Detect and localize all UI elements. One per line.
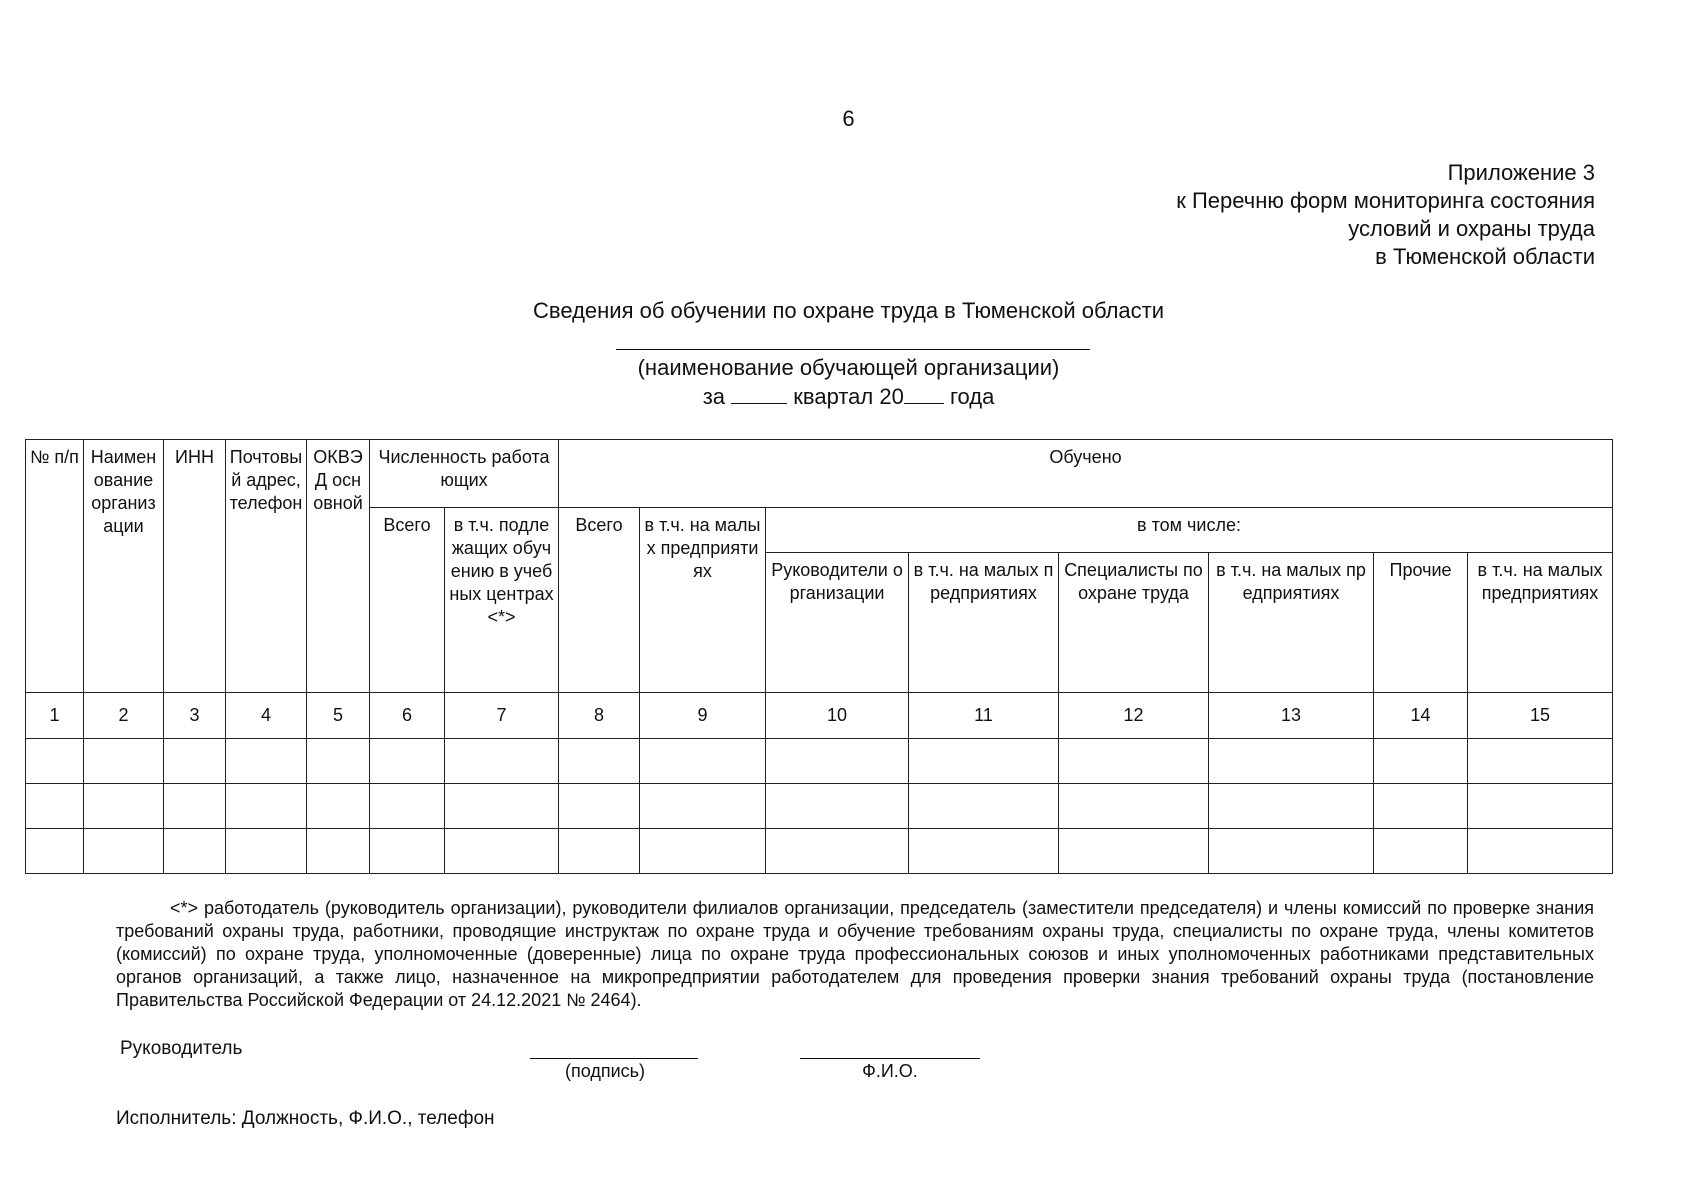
- header-others-small: в т.ч. на малых предприятиях: [1468, 553, 1613, 693]
- signature-line[interactable]: [530, 1058, 698, 1059]
- header-okved: ОКВЭД основной: [307, 440, 370, 693]
- header-postal-address: Почтовый адрес, телефон: [226, 440, 307, 693]
- column-number: 13: [1209, 693, 1374, 739]
- period-suffix: года: [949, 384, 995, 409]
- column-number: 1: [26, 693, 84, 739]
- organization-name-line[interactable]: [616, 349, 1090, 350]
- header-others: Прочие: [1374, 553, 1468, 693]
- appendix-line: в Тюменской области: [1375, 244, 1595, 269]
- data-cell[interactable]: [559, 739, 640, 784]
- column-number: 5: [307, 693, 370, 739]
- column-number: 14: [1374, 693, 1468, 739]
- header-specialists: Специалисты по охране труда: [1059, 553, 1209, 693]
- year-blank[interactable]: [904, 383, 944, 404]
- header-trained-group: Обучено: [559, 440, 1613, 508]
- column-number: 2: [84, 693, 164, 739]
- data-cell[interactable]: [84, 739, 164, 784]
- organization-name-caption: (наименование обучающей организации): [637, 355, 1060, 380]
- data-cell[interactable]: [1059, 829, 1209, 874]
- data-cell[interactable]: [164, 829, 226, 874]
- training-report-table: [25, 439, 1613, 874]
- data-cell[interactable]: [370, 739, 445, 784]
- data-cell[interactable]: [1059, 739, 1209, 784]
- data-cell[interactable]: [445, 739, 559, 784]
- data-cell[interactable]: [445, 784, 559, 829]
- data-cell[interactable]: [909, 739, 1059, 784]
- period-middle: квартал 20: [793, 384, 904, 409]
- reporting-period: [0, 383, 1697, 410]
- data-cell[interactable]: [909, 784, 1059, 829]
- header-inn: ИНН: [164, 440, 226, 693]
- data-cell[interactable]: [1374, 829, 1468, 874]
- period-prefix: за: [702, 384, 726, 409]
- appendix-line: к Перечню форм мониторинга состояния: [1176, 188, 1595, 213]
- data-cell[interactable]: [307, 739, 370, 784]
- appendix-line: условий и охраны труда: [1348, 216, 1595, 241]
- column-number: 10: [766, 693, 909, 739]
- name-line[interactable]: [800, 1058, 980, 1059]
- executor-line: Исполнитель: Должность, Ф.И.О., телефон: [116, 1108, 495, 1129]
- appendix-reference: [1176, 159, 1595, 271]
- table-row: [26, 829, 1613, 874]
- data-cell[interactable]: [84, 784, 164, 829]
- data-cell[interactable]: [1059, 784, 1209, 829]
- header-heads: Руководители организации: [766, 553, 909, 693]
- data-cell[interactable]: [640, 784, 766, 829]
- column-number: 8: [559, 693, 640, 739]
- data-cell[interactable]: [909, 829, 1059, 874]
- header-employees-total: Всего: [370, 508, 445, 693]
- data-cell[interactable]: [370, 829, 445, 874]
- data-cell[interactable]: [226, 829, 307, 874]
- signature-role: Руководитель: [120, 1038, 243, 1059]
- data-cell[interactable]: [307, 784, 370, 829]
- data-cell[interactable]: [26, 829, 84, 874]
- header-specialists-small: в т.ч. на малых предприятиях: [1209, 553, 1374, 693]
- column-number: 15: [1468, 693, 1613, 739]
- data-cell[interactable]: [766, 829, 909, 874]
- column-number: 12: [1059, 693, 1209, 739]
- data-cell[interactable]: [164, 739, 226, 784]
- data-cell[interactable]: [445, 829, 559, 874]
- data-cell[interactable]: [559, 829, 640, 874]
- header-organization-name: Наименование организации: [84, 440, 164, 693]
- column-number: 9: [640, 693, 766, 739]
- column-number: 3: [164, 693, 226, 739]
- data-cell[interactable]: [307, 829, 370, 874]
- column-number: 11: [909, 693, 1059, 739]
- data-cell[interactable]: [26, 739, 84, 784]
- footnote: <*> работодатель (руководитель организации), руководители филиалов организации, председатель (заместители председателя) и члены комиссий по проверке знания требований охраны труда, работники, проводящие инструктаж по охране труда и обучение требованиям охраны труда, специалисты по охране труда, члены комитетов (комиссий) по охране труда, уполномоченные (доверенные) лица по охране труда профессиональных союзов и иных уполномоченных работниками представительных органов организаций, а также лицо, назначенное на микропредприятии работодателем для проведения проверки знания требований охраны труда (постановление Правительства Российской Федерации от 24.12.2021 № 2464).: [116, 898, 1594, 1010]
- name-caption: Ф.И.О.: [862, 1061, 918, 1081]
- column-number: 4: [226, 693, 307, 739]
- data-cell[interactable]: [1209, 784, 1374, 829]
- header-trained-total: Всего: [559, 508, 640, 693]
- signature-caption: (подпись): [564, 1061, 646, 1081]
- data-cell[interactable]: [766, 784, 909, 829]
- document-title: Сведения об обучении по охране труда в Тюменской области: [532, 298, 1165, 323]
- page-number: 6: [842, 106, 855, 131]
- data-cell[interactable]: [1374, 739, 1468, 784]
- header-employees-subject-training: в т.ч. подлежащих обучению в учебных центрах <*>: [445, 508, 559, 693]
- header-heads-small: в т.ч. на малых предприятиях: [909, 553, 1059, 693]
- data-cell[interactable]: [1209, 829, 1374, 874]
- data-cell[interactable]: [640, 739, 766, 784]
- data-cell[interactable]: [1209, 739, 1374, 784]
- data-cell[interactable]: [226, 739, 307, 784]
- data-cell[interactable]: [226, 784, 307, 829]
- column-number: 6: [370, 693, 445, 739]
- data-cell[interactable]: [559, 784, 640, 829]
- data-cell[interactable]: [370, 784, 445, 829]
- data-cell[interactable]: [26, 784, 84, 829]
- appendix-line: Приложение 3: [1447, 160, 1595, 185]
- data-cell[interactable]: [1468, 829, 1613, 874]
- quarter-blank[interactable]: [731, 383, 787, 404]
- data-cell[interactable]: [84, 829, 164, 874]
- data-cell[interactable]: [766, 739, 909, 784]
- data-cell[interactable]: [640, 829, 766, 874]
- data-cell[interactable]: [164, 784, 226, 829]
- data-cell[interactable]: [1468, 739, 1613, 784]
- header-including: в том числе:: [766, 508, 1613, 553]
- table-row: [26, 784, 1613, 829]
- column-number: 7: [445, 693, 559, 739]
- data-cell[interactable]: [1468, 784, 1613, 829]
- column-number-row: [26, 693, 1613, 739]
- header-trained-small-enterprises: в т.ч. на малых предприятиях: [640, 508, 766, 693]
- data-cell[interactable]: [1374, 784, 1468, 829]
- header-row-number: № п/п: [26, 440, 84, 693]
- header-employees-group: Численность работающих: [370, 440, 559, 508]
- table-row: [26, 739, 1613, 784]
